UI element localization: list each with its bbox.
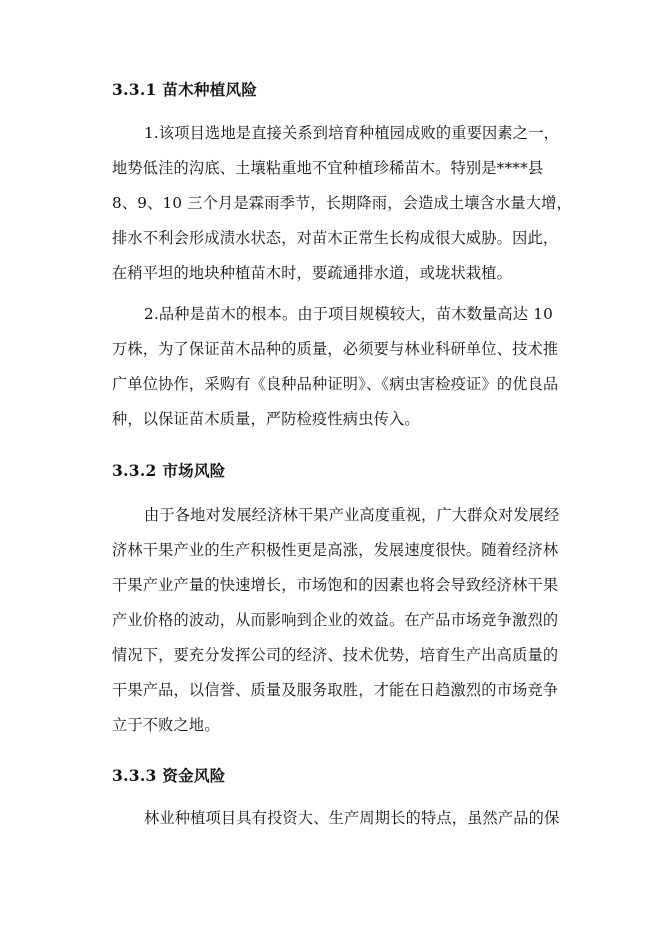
section-heading-3-3-1: 3.3.1 苗木种植风险 <box>112 80 258 99</box>
paragraph-line: 干果产品，以信誉、质量及服务取胜，才能在日趋激烈的市场竞争 <box>112 681 559 699</box>
paragraph-variety <box>112 297 592 437</box>
paragraph-market <box>112 498 592 743</box>
paragraph-line: 济林干果产业的生产积极性更是高涨，发展速度很快。随着经济林 <box>112 541 559 559</box>
paragraph-line: 干果产业产量的快速增长，市场饱和的因素也将会导致经济林干果 <box>112 576 559 594</box>
paragraph-line: 在稍平坦的地块种植苗木时，要疏通排水道，或垅状栽植。 <box>112 264 513 282</box>
paragraph-line: 广单位协作，采购有《良种品种证明》、《病虫害检疫证》的优良品 <box>112 375 559 393</box>
paragraph-line: 1.该项目选地是直接关系到培育种植园成败的重要因素之一， <box>144 124 559 142</box>
paragraph-line: 地势低洼的沟底、土壤粘重地不宜种植珍稀苗木。特别是****县 <box>112 159 544 177</box>
paragraph-line: 立于不败之地。 <box>112 716 220 734</box>
section-heading-3-3-2: 3.3.2 市场风险 <box>112 461 226 480</box>
paragraph-line: 产业价格的波动，从而影响到企业的效益。在产品市场竞争激烈的 <box>112 611 559 629</box>
paragraph-line: 8、9、10 三个月是霖雨季节，长期降雨，会造成土壤含水量大增， <box>112 194 572 212</box>
paragraph-line: 由于各地对发展经济林干果产业高度重视，广大群众对发展经 <box>144 506 560 524</box>
paragraph-line: 情况下，要充分发挥公司的经济、技术优势，培育生产出高质量的 <box>112 646 559 664</box>
paragraph-line: 2.品种是苗木的根本。由于项目规模较大，苗木数量高达 10 <box>144 305 553 323</box>
paragraph-line: 万株，为了保证苗木品种的质量，必须要与林业科研单位、技术推 <box>112 340 559 358</box>
paragraph-line: 种，以保证苗木质量，严防检疫性病虫传入。 <box>112 410 420 428</box>
paragraph-site-selection <box>112 116 592 291</box>
paragraph-line: 林业种植项目具有投资大、生产周期长的特点，虽然产品的保 <box>144 809 560 827</box>
paragraph-capital <box>112 801 592 836</box>
section-heading-3-3-3: 3.3.3 资金风险 <box>112 766 226 785</box>
paragraph-line: 排水不利会形成渍水状态，对苗木正常生长构成很大威胁。因此， <box>112 229 559 247</box>
